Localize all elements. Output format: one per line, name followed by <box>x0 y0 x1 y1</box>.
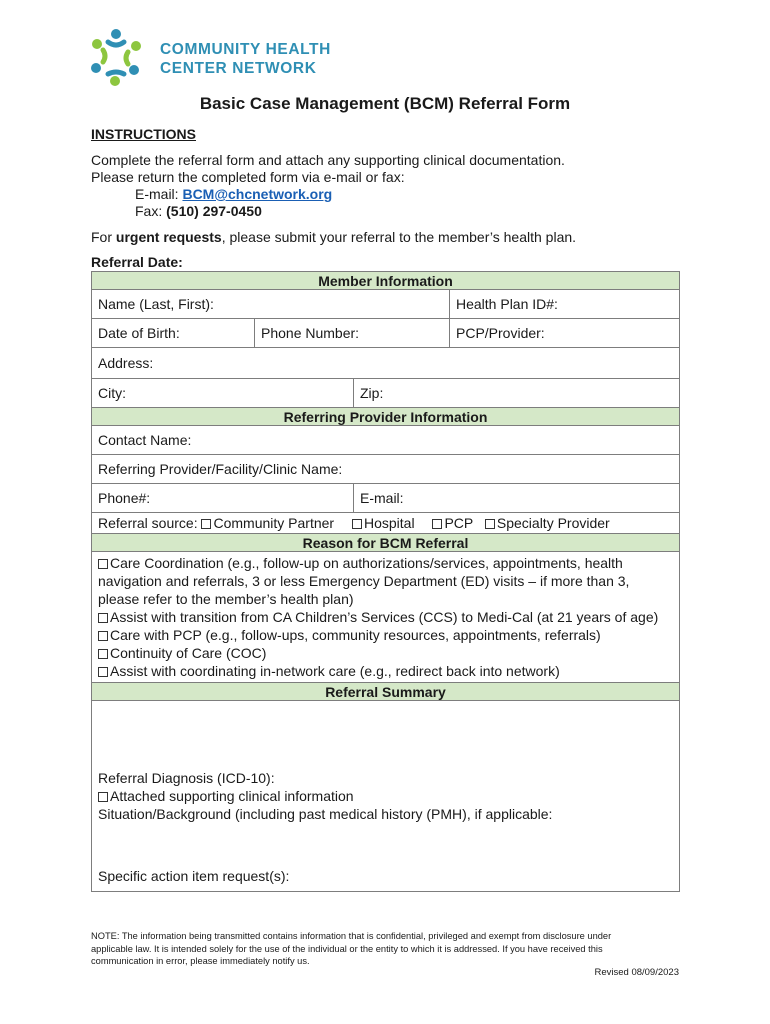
care-with-pcp-checkbox[interactable] <box>98 631 108 641</box>
page-title: Basic Case Management (BCM) Referral Form <box>199 94 571 113</box>
member-info-header: Member Information <box>92 272 680 290</box>
zip-field[interactable]: Zip: <box>354 379 680 408</box>
pcp-checkbox[interactable] <box>432 519 442 529</box>
ccs-transition-checkbox[interactable] <box>98 613 108 623</box>
reason-option <box>98 626 673 644</box>
referral-date-label: Referral Date: <box>91 254 183 270</box>
email-line <box>135 186 332 203</box>
source-specialty-provider: Specialty Provider <box>496 515 610 531</box>
in-network-care-checkbox[interactable] <box>98 667 108 677</box>
instructions-heading: INSTRUCTIONS <box>91 126 196 142</box>
care-coordination-checkbox[interactable] <box>98 559 108 569</box>
referral-form-table <box>91 271 680 892</box>
urgent-pre: For <box>91 229 116 245</box>
reason-option-label: Care with PCP (e.g., follow-ups, community resources, appointments, referrals) <box>110 627 601 643</box>
reason-header: Reason for BCM Referral <box>92 534 680 552</box>
email-link[interactable]: BCM@chcnetwork.org <box>182 186 333 202</box>
reason-option <box>98 662 673 680</box>
referral-source-row <box>92 513 680 534</box>
referral-source-label: Referral source: <box>98 515 202 531</box>
continuity-of-care-checkbox[interactable] <box>98 649 108 659</box>
instructions-line-1: Complete the referral form and attach any supporting clinical documentation. <box>91 152 565 168</box>
reason-option <box>98 644 673 662</box>
email-label: E-mail: <box>135 186 183 202</box>
health-plan-id-field[interactable]: Health Plan ID#: <box>450 290 680 319</box>
fax-line <box>135 203 262 220</box>
attached-label: Attached supporting clinical information <box>110 788 354 804</box>
summary-header: Referral Summary <box>92 683 680 701</box>
reason-options <box>92 552 680 683</box>
source-community-partner: Community Partner <box>213 515 335 531</box>
provider-email-field[interactable]: E-mail: <box>354 484 680 513</box>
situation-label: Situation/Background (including past medical history (PMH), if applicable: <box>98 806 553 822</box>
reason-option-label: Care Coordination (e.g., follow-up on authorizations/services, appointments, health navigation and referrals, 3 or less Emergency Department (ED) visits – if more than 3, please refer to the member’s health plan) <box>98 555 630 607</box>
urgent-post: , please submit your referral to the member’s health plan. <box>221 229 577 245</box>
logo-text <box>160 40 331 78</box>
hospital-checkbox[interactable] <box>352 519 362 529</box>
reason-option-label: Assist with coordinating in-network care (e.g., redirect back into network) <box>110 663 560 679</box>
source-pcp: PCP <box>444 515 473 531</box>
attached-option <box>98 787 673 805</box>
fax-label: Fax: <box>135 203 167 219</box>
specialty-provider-checkbox[interactable] <box>485 519 495 529</box>
name-field[interactable]: Name (Last, First): <box>92 290 450 319</box>
source-hospital: Hospital <box>363 515 415 531</box>
instructions-line-2: Please return the completed form via e-mail or fax: <box>91 169 405 185</box>
dob-field[interactable]: Date of Birth: <box>92 319 255 348</box>
diagnosis-label: Referral Diagnosis (ICD-10): <box>98 770 275 786</box>
logo-line-2: CENTER NETWORK <box>160 60 317 77</box>
logo <box>88 28 144 91</box>
member-phone-field[interactable]: Phone Number: <box>255 319 450 348</box>
reason-option-label: Assist with transition from CA Children’s Services (CCS) to Medi-Cal (at 21 years of age) <box>110 609 659 625</box>
urgent-note <box>91 229 576 246</box>
contact-name-field[interactable]: Contact Name: <box>92 426 680 455</box>
logo-line-1: COMMUNITY HEALTH <box>160 41 331 58</box>
reason-option-label: Continuity of Care (COC) <box>110 645 267 661</box>
pcp-field[interactable]: PCP/Provider: <box>450 319 680 348</box>
community-partner-checkbox[interactable] <box>201 519 211 529</box>
summary-area[interactable] <box>92 701 680 892</box>
provider-phone-field[interactable]: Phone#: <box>92 484 354 513</box>
action-items-label: Specific action item request(s): <box>98 868 290 884</box>
confidentiality-note: NOTE: The information being transmitted contains information that is confidential, privileged and exempt from disclosure under applicable law. It is intended solely for the use of the individual or the entity to which it is addressed. If you have received this communication in error, please immediately notify us. <box>91 931 612 966</box>
urgent-bold: urgent requests <box>115 229 222 245</box>
revised-date: Revised 08/09/2023 <box>594 967 679 978</box>
city-field[interactable]: City: <box>92 379 354 408</box>
reason-option <box>98 554 673 608</box>
facility-name-field[interactable]: Referring Provider/Facility/Clinic Name: <box>92 455 680 484</box>
fax-number: (510) 297-0450 <box>166 203 262 219</box>
attached-info-checkbox[interactable] <box>98 792 108 802</box>
provider-info-header: Referring Provider Information <box>92 408 680 426</box>
reason-option <box>98 608 673 626</box>
address-field[interactable]: Address: <box>92 348 680 379</box>
logo-figures-icon <box>88 28 144 86</box>
